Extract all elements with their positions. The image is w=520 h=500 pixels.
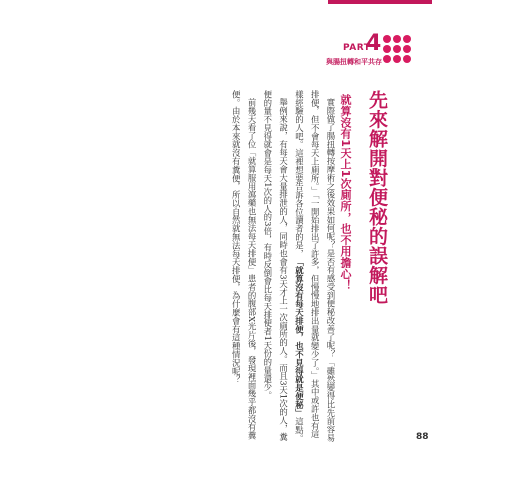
body-paragraph-3: 前幾天看了位「就算服用瀉藥也無法每天排便」患者的腹部X光片後，發現裡面幾乎都沒有糞便。由於本來就沒有糞便，所以自然就無法每天排便，為什麼會有這種情況呢？ (231, 90, 258, 440)
part-number: 4 (366, 31, 382, 56)
page-subtitle: 就算沒有1天上1次廁所，也不用擔心！ (339, 94, 352, 291)
page-number: 88 (416, 432, 429, 442)
body-emphasis: 「就算沒有每天排便，也不見得就是便秘」 (294, 257, 305, 418)
body-paragraph-1: 實際做了腸扭轉按摩術之後效果如何呢？是否有感受到便秘改善了呢？「雖然變得比先前容易排便，但不會每天上廁所。」「一開始排出了許多，但慢慢地排出量就變少了。」其中或許也有這樣經驗的人吧。這裡想要告訴各位讀者的是，「就算沒有每天排便，也不見得就是便秘」這點。 (294, 90, 336, 443)
body-paragraph-2: 舉例來說，有每天會大量排泄的人，同時也會有3天才上一次廁所的人。而且3天1次的人，糞便的量不見得就會是每天1次的人的3倍，有時反倒會比每天排便者1天份的量還少。 (262, 90, 289, 442)
top-accent-bar (328, 0, 432, 4)
body-text (227, 90, 338, 445)
part-subtitle: 與腸扭轉和平共存 (326, 58, 382, 66)
page-title: 先來解開對便秘的誤解吧 (366, 90, 388, 305)
part-label: PART (343, 43, 371, 53)
dot-grid-icon (383, 35, 413, 65)
part-header (308, 31, 418, 66)
